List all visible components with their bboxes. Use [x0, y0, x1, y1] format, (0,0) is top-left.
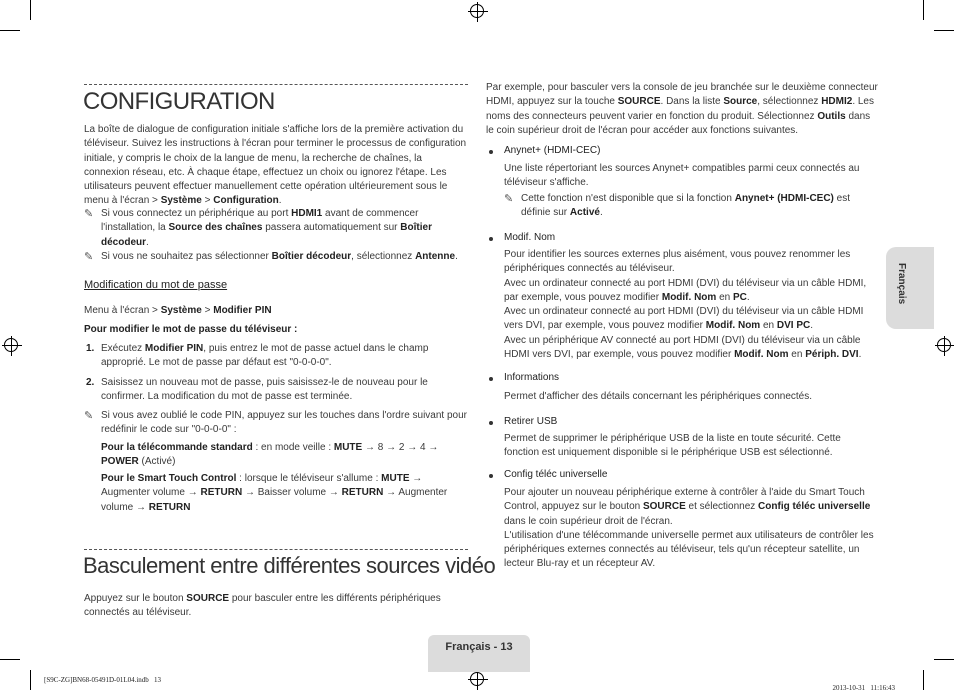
- print-date: 2013-10-31: [832, 684, 871, 692]
- menu-separator: >: [201, 195, 214, 207]
- para-bold: HDMI2: [821, 96, 853, 108]
- body-bold: Modif. Nom: [705, 320, 761, 332]
- bullet-dot: [489, 377, 493, 381]
- bullet-title-text: Informations: [504, 372, 560, 383]
- bullet-body: [504, 277, 872, 306]
- crop-mark: [30, 0, 31, 20]
- smart-text: : lorsque le téléviseur s'allume :: [236, 473, 382, 484]
- bullet-body: Permet d'afficher des détails concernant les périphériques connectés.: [504, 391, 813, 402]
- note-forgot-pin: [101, 409, 471, 438]
- page-title: CONFIGURATION: [83, 88, 275, 115]
- remote-standard: [101, 441, 471, 470]
- bullet-title: [504, 144, 600, 158]
- note-bold: Anynet+ (HDMI-CEC): [734, 193, 834, 204]
- bullet-title: [504, 371, 559, 385]
- crop-mark: [934, 659, 954, 660]
- body-text: .: [858, 349, 862, 361]
- remote-key: POWER: [101, 456, 139, 468]
- body-text: et sélectionnez: [685, 501, 759, 513]
- para-text: , sélectionnez: [757, 96, 822, 108]
- smart-key: RETURN: [148, 501, 191, 513]
- bullet-title-text: Config téléc universelle: [504, 469, 608, 480]
- source-text: Appuyez sur le bouton: [84, 593, 187, 604]
- menu-text: Menu à l'écran >: [84, 305, 161, 316]
- para-text: . Dans la liste: [660, 96, 724, 108]
- note-text: Si vous avez oublié le code PIN, appuyez sur les touches dans l'ordre suivant pour redéfinir le code sur "0-0-0-0" :: [101, 410, 468, 436]
- smart-text: → Baisser volume →: [242, 487, 342, 499]
- note-bold: Boîtier décodeur: [271, 251, 352, 262]
- smart-bold: Pour le Smart Touch Control: [101, 473, 237, 484]
- note-text: , sélectionnez: [351, 251, 416, 262]
- bullet-body: [504, 486, 874, 529]
- source-paragraph: [84, 592, 454, 621]
- bullet-title: [504, 231, 555, 245]
- crop-mark: [30, 670, 31, 690]
- body-text: en: [788, 349, 806, 361]
- remote-key: MUTE: [333, 442, 363, 453]
- print-time: 11:16:43: [870, 684, 896, 692]
- note-text: .: [146, 236, 149, 248]
- note-text: Si vous connectez un périphérique au port: [101, 208, 292, 219]
- print-file-info: [S9C-ZG]BN68-05491D-01L04.indb 13: [44, 676, 162, 684]
- body-text: .: [810, 320, 814, 332]
- para-bold: Source: [723, 96, 758, 108]
- bullet-dot: [489, 474, 493, 478]
- menu-text: >: [201, 305, 214, 316]
- remote-text: → 8 → 2 → 4 →: [362, 442, 439, 453]
- crop-mark: [934, 30, 954, 31]
- bullet-text: [504, 390, 872, 404]
- bullet-body: Une liste répertoriant les sources Anynet+ compatibles parmi ceux connectés au téléviseur s'affiche.: [504, 163, 860, 189]
- body-text: en: [760, 320, 777, 332]
- bullet-body: [504, 334, 872, 363]
- intro-text: La boîte de dialogue de configuration initiale s'affiche lors de la première activation du téléviseur. Suivez les instructions à l'écran pour terminer le processus de configuration initiale, y compris le choix de la langue de menu, la recherche de chaînes, la connexion réseau, etc. À chaque étape, effectuez un choix ou ignorez l'étape. Les utilisateurs peuvent effectuer manuellement cette opération ultérieurement sous le menu à l'écran >: [84, 124, 467, 207]
- section-divider: [84, 84, 468, 85]
- page-number-tab: [428, 635, 530, 672]
- source-key: SOURCE: [186, 593, 230, 604]
- bullet-text: [504, 432, 849, 461]
- smart-key: RETURN: [200, 487, 243, 499]
- section-subheading: Modification du mot de passe: [84, 279, 228, 291]
- smart-key: RETURN: [341, 487, 384, 499]
- step-bold: Modifier PIN: [144, 343, 204, 354]
- note-pencil-icon: ✎: [504, 193, 514, 205]
- body-bold: Config téléc universelle: [758, 501, 871, 513]
- language-side-tab: [886, 247, 934, 329]
- note-bold: Boîtier décodeur: [101, 222, 432, 248]
- language-side-tab-label: Français: [896, 263, 907, 305]
- body-bold: SOURCE: [642, 501, 686, 513]
- note-bold: Source des chaînes: [168, 222, 263, 234]
- crop-mark: [923, 0, 924, 20]
- bullet-dot: [489, 150, 493, 154]
- smart-text: → Augmenter volume →: [101, 473, 423, 499]
- note-bold: Antenne: [415, 251, 456, 262]
- step-number: [86, 376, 94, 390]
- note-text: Si vous ne souhaitez pas sélectionner: [101, 251, 272, 262]
- registration-mark-icon: [470, 4, 484, 18]
- para-text: . Les noms des connecteurs peuvent varier en fonction du produit. Sélectionnez: [486, 96, 874, 122]
- body-bold: Modif. Nom: [661, 291, 717, 303]
- remote-text: (Activé): [138, 456, 176, 468]
- smart-text: → Augmenter volume →: [101, 487, 448, 513]
- para-bold: SOURCE: [617, 96, 661, 108]
- note-pencil-icon: ✎: [84, 208, 94, 220]
- step-2: [101, 376, 463, 405]
- body-text: Pour ajouter un nouveau périphérique externe à contrôler à l'aide du Smart Touch Control, appuyez sur le bouton: [504, 487, 865, 513]
- step-text: Saisissez un nouveau mot de passe, puis saisissez-le de nouveau pour le confirmer. La modification du mot de passe est terminée.: [101, 377, 428, 403]
- step-text: , puis entrez le mot de passe actuel dans le champ approprié. Le mot de passe par défaut est "0-0-0-0".: [101, 343, 429, 369]
- body-text: dans le coin supérieur droit de l'écran.: [504, 515, 673, 527]
- para-text: dans le coin supérieur droit de l'écran pour accéder aux fonctions suivantes.: [486, 110, 871, 136]
- example-paragraph: [486, 81, 878, 138]
- crop-mark: [923, 670, 924, 690]
- body-bold: Modif. Nom: [734, 349, 789, 361]
- note-text: est définie sur: [521, 193, 851, 219]
- body-text: Avec un ordinateur connecté au port HDMI (DVI) du téléviseur via un câble HDMI vers DVI, par exemple, vous pouvez modifier: [504, 306, 864, 332]
- bullet-text: [504, 248, 872, 362]
- note-antenne: [101, 250, 469, 264]
- note-text: avant de commencer l'installation, la: [101, 208, 419, 234]
- note-bold: Activé: [569, 207, 600, 219]
- body-text: .: [746, 291, 750, 303]
- bullet-note: [521, 192, 871, 221]
- bullet-title-text: Modif. Nom: [504, 232, 556, 243]
- intro-paragraph: [84, 123, 468, 209]
- body-text: Avec un périphérique AV connecté au port HDMI (DVI) du téléviseur via un câble HDMI vers DVI, par exemple, vous pouvez modifier: [504, 334, 861, 361]
- note-pencil-icon: ✎: [84, 410, 94, 422]
- menu-path: [84, 304, 468, 318]
- bullet-body: L'utilisation d'une télécommande universelle permet aux utilisateurs de contrôler les périphériques externes connectés au téléviseur, tels qu'un récepteur satellite, un lecteur Blu-ray et un récepteur AV.: [504, 529, 874, 570]
- body-text: en: [716, 291, 733, 303]
- note-pencil-icon: ✎: [84, 251, 94, 263]
- body-bold: PC: [732, 291, 747, 303]
- menu-bold: Modifier PIN: [213, 305, 272, 316]
- note-text: .: [455, 251, 458, 262]
- note-text: passera automatiquement sur: [262, 222, 401, 234]
- body-text: Avec un ordinateur connecté au port HDMI (DVI) du téléviseur via un câble HDMI, par exemple, vous pouvez modifier: [504, 277, 867, 303]
- step-1: [101, 342, 469, 371]
- menu-path-system: Système: [160, 195, 202, 207]
- bullet-dot: [489, 421, 493, 425]
- pin-lead-text: Pour modifier le mot de passe du téléviseur :: [84, 324, 298, 335]
- source-text: pour basculer entre les différents périphériques connectés au téléviseur.: [84, 593, 441, 619]
- bullet-body: Pour identifier les sources externes plus aisément, vous pouvez renommer les périphériques connectés au téléviseur.: [504, 249, 851, 275]
- bullet-title-text: Anynet+ (HDMI-CEC): [504, 145, 601, 156]
- menu-bold: Système: [160, 305, 202, 316]
- punctuation: .: [278, 195, 282, 207]
- para-bold: Outils: [817, 110, 846, 122]
- bullet-text: [504, 486, 874, 572]
- para-text: Par exemple, pour basculer vers la console de jeu branchée sur le deuxième connecteur HDMI, appuyez sur la touche: [486, 82, 878, 108]
- step-number-text: 2.: [86, 377, 95, 388]
- smart-touch-control: [101, 472, 461, 515]
- page-number: Français - 13: [445, 641, 513, 653]
- crop-mark: [0, 659, 20, 660]
- registration-mark-icon: [937, 338, 951, 352]
- bullet-dot: [489, 237, 493, 241]
- note-hdmi1: [101, 207, 469, 250]
- remote-text: : en mode veille :: [252, 442, 334, 453]
- note-text: Cette fonction n'est disponible que si la fonction: [521, 193, 735, 204]
- smart-key: MUTE: [381, 473, 410, 484]
- section-title: Basculement entre différentes sources vidéo: [83, 553, 496, 578]
- crop-mark: [0, 30, 20, 31]
- step-number-text: 1.: [86, 343, 95, 354]
- bullet-title: [504, 415, 557, 429]
- registration-mark-icon: [470, 672, 484, 686]
- bullet-body: [504, 305, 872, 334]
- remote-bold: Pour la télécommande standard: [101, 442, 253, 453]
- note-bold: HDMI1: [291, 208, 323, 219]
- bullet-text: [504, 162, 872, 191]
- body-bold: DVI PC: [776, 320, 811, 332]
- step-number: [86, 342, 94, 356]
- section-divider: [84, 549, 468, 550]
- pin-lead: [84, 323, 468, 337]
- bullet-title: [504, 468, 607, 482]
- note-text: .: [599, 207, 603, 219]
- step-text: Exécutez: [101, 343, 145, 354]
- body-bold: Périph. DVI: [805, 349, 859, 361]
- registration-mark-icon: [4, 338, 18, 352]
- menu-path-configuration: Configuration: [213, 195, 279, 207]
- bullet-body: Permet de supprimer le périphérique USB de la liste en toute sécurité. Cette fonction est uniquement disponible si le périphérique USB est sélectionné.: [504, 433, 841, 459]
- bullet-title-text: Retirer USB: [504, 416, 558, 427]
